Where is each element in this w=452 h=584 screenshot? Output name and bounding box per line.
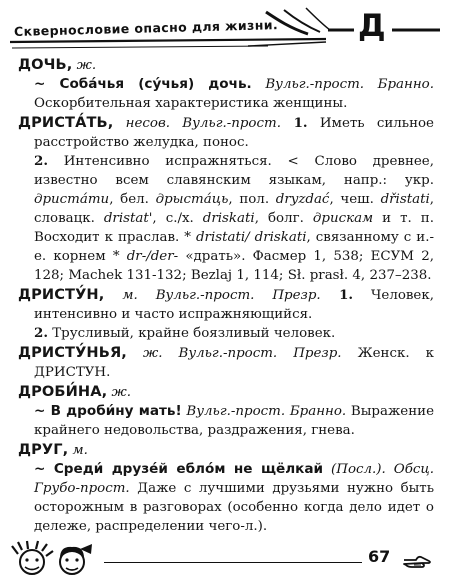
etymology-form: дриста́ти (34, 192, 110, 207)
etymology-text: «драть». Фасмер 1, 538; ЕСУМ 2, 128; Machek 131-132; Bezlaj 1, 114; Sł. prasł. 4, 237–238. (34, 249, 434, 283)
definition: Человек, интенсивно и часто испражняющийся. (34, 288, 434, 322)
headword: ДРИСТУ́Н, (18, 286, 105, 303)
headword: ДРУГ, (18, 441, 69, 458)
grammar-note: ж. Вульг.-прост. Презр. (126, 346, 342, 361)
sense-number: 2. (34, 325, 48, 341)
definition: Женск. к ДРИСТУН. (34, 346, 434, 380)
definition: Выражение крайнего недовольства, раздражения, гнева. (34, 404, 434, 438)
usage-label: Вульг.-прост. Бранно. (181, 404, 347, 419)
etymology-text: , чеш. (329, 192, 381, 207)
phrase-block (18, 460, 434, 536)
sense-block (18, 152, 434, 285)
phrase: ~ В дроби́ну мать! (34, 403, 182, 419)
grammar-note: ж. (107, 385, 132, 400)
page-number: 67 (368, 547, 391, 566)
etymology-text: , бел. (109, 192, 156, 207)
grammar-note: несов. Вульг.-прост. (113, 116, 281, 131)
etymology-text: , пол. (228, 192, 276, 207)
usage-label: (Посл.). Обсц. Грубо-прост. (34, 462, 434, 496)
phrase-block (18, 402, 434, 440)
phrase: ~ Среди́ друзе́й еблóм не щёлкай (34, 461, 324, 477)
etymology-text: , связанному с и.-е. корнем * (34, 230, 435, 264)
definition: Даже с лучшими друзьями нужно быть осторожным в разговорах (особенно когда дело идет о дележе, распределении чего-л.). (34, 481, 434, 534)
etymology-form: дрыста́ць (155, 192, 229, 207)
etymology-text: и т. п. Восходит к праслав. * (34, 211, 434, 245)
section-letter: Д (358, 8, 386, 44)
etymology-form: dr-/der- (126, 249, 179, 264)
headword: ДРОБИ́НА, (18, 383, 108, 400)
sense-block (18, 324, 434, 343)
etymology-form: driskati (202, 211, 255, 226)
page-header (8, 6, 444, 50)
running-title: Сквернословие опасно для жизни. (13, 17, 279, 39)
etymology-form: dřistati (380, 192, 430, 207)
phrase: ~ Соба́чья (су́чья) дочь. (34, 76, 252, 92)
grammar-note: м. Вульг.-прост. Презр. (104, 288, 321, 303)
entry-dristun (18, 285, 434, 324)
definition: Иметь сильное расстройство желудка, понос. (34, 116, 434, 150)
phrase-block (18, 75, 434, 113)
etymology-form: дрискам (312, 211, 374, 226)
entry-drobina (18, 382, 434, 402)
sense-number: 2. (34, 153, 48, 169)
etymology-text: , болг. (254, 211, 313, 226)
dictionary-body (18, 55, 434, 536)
pointing-hand-icon (402, 552, 432, 572)
definition: Трусливый, крайне боязливый человек. (47, 326, 336, 341)
sense-number: 1. (320, 287, 354, 303)
usage-label: Вульг.-прост. Бранно. (251, 77, 434, 92)
entry-drug (18, 440, 434, 460)
etymology-form: dryzdać (275, 192, 330, 207)
entry-dristunya (18, 343, 434, 382)
footer-rule (104, 562, 362, 563)
headword: ДРИСТА́ТЬ, (18, 114, 114, 131)
etymology-form: dristati/ driskati (195, 230, 307, 245)
cartoon-faces-illustration (6, 540, 102, 582)
grammar-note: м. (68, 443, 88, 458)
etymology-text: , с./х. (152, 211, 203, 226)
grammar-note: ж. (72, 58, 97, 73)
entry-dristat (18, 113, 434, 152)
page-footer (0, 540, 452, 584)
entry-doch (18, 55, 434, 75)
headword: ДРИСТУ́НЬЯ, (18, 344, 127, 361)
etymology-text: , словацк. (34, 192, 434, 226)
sense-number: 1. (280, 115, 308, 131)
definition: Интенсивно испражняться. < Слово древнее, известно всем славянским языкам, напр.: укр. (34, 154, 434, 188)
headword: ДОЧЬ, (18, 56, 73, 73)
definition: Оскорбительная характеристика женщины. (34, 96, 348, 111)
etymology-form: dristat' (103, 211, 153, 226)
